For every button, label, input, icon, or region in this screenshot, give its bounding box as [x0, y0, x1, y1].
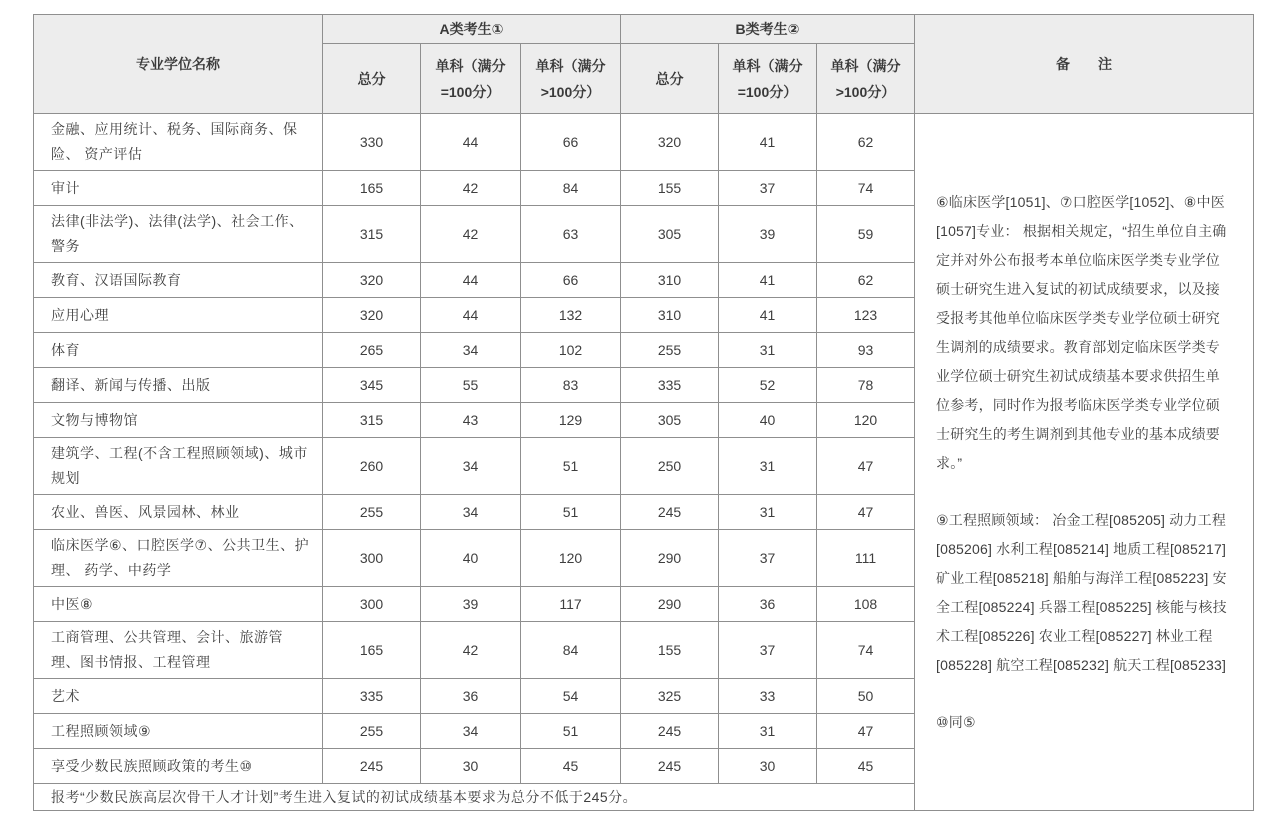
program-name-cell: 审计	[34, 171, 323, 206]
remark-paragraph: ⑩同⑤	[936, 713, 976, 730]
score-cell: 34	[421, 495, 521, 530]
score-cell: 36	[421, 679, 521, 714]
score-cell: 123	[817, 298, 915, 333]
score-cell: 37	[719, 622, 817, 679]
score-cell: 37	[719, 171, 817, 206]
score-cell: 108	[817, 587, 915, 622]
score-cell: 305	[621, 206, 719, 263]
score-cell: 42	[421, 171, 521, 206]
score-cell: 102	[521, 333, 621, 368]
score-cell: 245	[621, 714, 719, 749]
score-cell: 30	[719, 749, 817, 784]
header-row-groups	[34, 15, 1254, 44]
score-cell: 31	[719, 438, 817, 495]
score-cell: 245	[323, 749, 421, 784]
program-name-cell: 应用心理	[34, 298, 323, 333]
program-name-cell: 文物与博物馆	[34, 403, 323, 438]
score-cell: 320	[323, 298, 421, 333]
score-cell: 155	[621, 622, 719, 679]
score-cell: 310	[621, 298, 719, 333]
score-cell: 33	[719, 679, 817, 714]
score-cell: 44	[421, 263, 521, 298]
header-a-single-100: 单科（满分=100分）	[421, 44, 521, 114]
score-cell: 51	[521, 438, 621, 495]
score-cell: 41	[719, 298, 817, 333]
score-cell: 320	[323, 263, 421, 298]
score-cell: 66	[521, 114, 621, 171]
header-group-b: B类考生②	[621, 15, 915, 44]
score-cell: 245	[621, 495, 719, 530]
score-cell: 120	[817, 403, 915, 438]
score-cell: 265	[323, 333, 421, 368]
score-cell: 44	[421, 298, 521, 333]
score-cell: 47	[817, 495, 915, 530]
program-name-cell: 体育	[34, 333, 323, 368]
score-cell: 30	[421, 749, 521, 784]
score-cell: 42	[421, 206, 521, 263]
score-cell: 52	[719, 368, 817, 403]
score-cell: 66	[521, 263, 621, 298]
program-name-cell: 农业、兽医、风景园林、林业	[34, 495, 323, 530]
score-cell: 260	[323, 438, 421, 495]
score-cell: 45	[521, 749, 621, 784]
score-cell: 40	[421, 530, 521, 587]
program-name-cell: 工程照顾领域⑨	[34, 714, 323, 749]
header-remarks: 备 注	[915, 15, 1254, 114]
score-cell: 165	[323, 171, 421, 206]
score-cell: 165	[323, 622, 421, 679]
score-cell: 43	[421, 403, 521, 438]
score-cell: 300	[323, 530, 421, 587]
score-cell: 42	[421, 622, 521, 679]
score-cell: 54	[521, 679, 621, 714]
score-cell: 62	[817, 114, 915, 171]
score-cell: 41	[719, 114, 817, 171]
remark-paragraph: ⑨工程照顾领域： 冶金工程[085205] 动力工程[085206] 水利工程[085214] 地质工程[085217] 矿业工程[085218] 船舶与海洋工程[085223] 安全工程[085224] 兵器工程[085225] 核能与核技术工程[085226] 农业工程[085227] 林业工程[085228] 航空工程[085232] 航天工程[085233]	[936, 511, 1227, 673]
score-cell: 255	[621, 333, 719, 368]
score-cell: 300	[323, 587, 421, 622]
score-cell: 59	[817, 206, 915, 263]
program-name-cell: 工商管理、公共管理、会计、旅游管理、图书情报、工程管理	[34, 622, 323, 679]
score-cell: 111	[817, 530, 915, 587]
score-cell: 305	[621, 403, 719, 438]
score-cell: 325	[621, 679, 719, 714]
score-cell: 63	[521, 206, 621, 263]
score-cell: 45	[817, 749, 915, 784]
score-cell: 310	[621, 263, 719, 298]
score-cell: 44	[421, 114, 521, 171]
score-cell: 62	[817, 263, 915, 298]
score-cell: 320	[621, 114, 719, 171]
score-cell: 155	[621, 171, 719, 206]
remark-paragraph: ⑥临床医学[1051]、⑦口腔医学[1052]、⑧中医[1057]专业： 根据相关规定，“招生单位自主确定并对外公布报考本单位临床医学类专业学位硕士研究生进入复试的初试成绩要求，以及接受报考其他单位临床医学类专业学位硕士研究生调剂的成绩要求。教育部划定临床医学类专业学位硕士研究生初试成绩基本要求供招生单位参考，同时作为报考临床医学类专业学位硕士研究生的考生调剂到其他专业的基本成绩要求。”	[936, 193, 1227, 471]
program-name-cell: 金融、应用统计、税务、国际商务、保险、 资产评估	[34, 114, 323, 171]
score-cell: 51	[521, 495, 621, 530]
score-cell: 83	[521, 368, 621, 403]
score-cell: 47	[817, 714, 915, 749]
score-cell: 37	[719, 530, 817, 587]
score-cell: 255	[323, 495, 421, 530]
score-cell: 117	[521, 587, 621, 622]
program-name-cell: 享受少数民族照顾政策的考生⑩	[34, 749, 323, 784]
score-cell: 74	[817, 171, 915, 206]
score-cell: 34	[421, 438, 521, 495]
program-name-cell: 中医⑧	[34, 587, 323, 622]
score-cell: 84	[521, 622, 621, 679]
score-cell: 34	[421, 714, 521, 749]
program-name-cell: 艺术	[34, 679, 323, 714]
table-row	[34, 114, 1254, 171]
header-group-a: A类考生①	[323, 15, 621, 44]
score-cell: 40	[719, 403, 817, 438]
score-cell: 51	[521, 714, 621, 749]
score-cell: 47	[817, 438, 915, 495]
score-cell: 255	[323, 714, 421, 749]
remarks-cell	[915, 114, 1254, 811]
score-cell: 315	[323, 206, 421, 263]
header-a-total: 总分	[323, 44, 421, 114]
header-b-total: 总分	[621, 44, 719, 114]
score-cell: 129	[521, 403, 621, 438]
score-cell: 132	[521, 298, 621, 333]
program-name-cell: 教育、汉语国际教育	[34, 263, 323, 298]
score-cell: 39	[719, 206, 817, 263]
score-cell: 50	[817, 679, 915, 714]
score-cell: 41	[719, 263, 817, 298]
score-cell: 84	[521, 171, 621, 206]
score-cell: 31	[719, 495, 817, 530]
header-b-single-over100: 单科（满分>100分）	[817, 44, 915, 114]
score-cell: 330	[323, 114, 421, 171]
header-a-single-over100: 单科（满分>100分）	[521, 44, 621, 114]
score-cell: 250	[621, 438, 719, 495]
score-cell: 74	[817, 622, 915, 679]
score-cell: 36	[719, 587, 817, 622]
score-cell: 31	[719, 333, 817, 368]
score-cell: 39	[421, 587, 521, 622]
score-cell: 78	[817, 368, 915, 403]
footnote-cell: 报考“少数民族高层次骨干人才计划”考生进入复试的初试成绩基本要求为总分不低于245分。	[34, 784, 915, 811]
program-name-cell: 临床医学⑥、口腔医学⑦、公共卫生、护理、 药学、中药学	[34, 530, 323, 587]
score-cell: 345	[323, 368, 421, 403]
score-cell: 55	[421, 368, 521, 403]
program-name-cell: 法律(非法学)、法律(法学)、社会工作、警务	[34, 206, 323, 263]
admission-score-table	[33, 14, 1254, 811]
score-cell: 315	[323, 403, 421, 438]
score-cell: 34	[421, 333, 521, 368]
header-program-name: 专业学位名称	[34, 15, 323, 114]
score-cell: 335	[621, 368, 719, 403]
score-cell: 290	[621, 587, 719, 622]
score-cell: 120	[521, 530, 621, 587]
score-cell: 245	[621, 749, 719, 784]
program-name-cell: 建筑学、工程(不含工程照顾领域)、城市规划	[34, 438, 323, 495]
score-cell: 290	[621, 530, 719, 587]
score-cell: 31	[719, 714, 817, 749]
score-cell: 93	[817, 333, 915, 368]
score-cell: 335	[323, 679, 421, 714]
program-name-cell: 翻译、新闻与传播、出版	[34, 368, 323, 403]
header-b-single-100: 单科（满分=100分）	[719, 44, 817, 114]
